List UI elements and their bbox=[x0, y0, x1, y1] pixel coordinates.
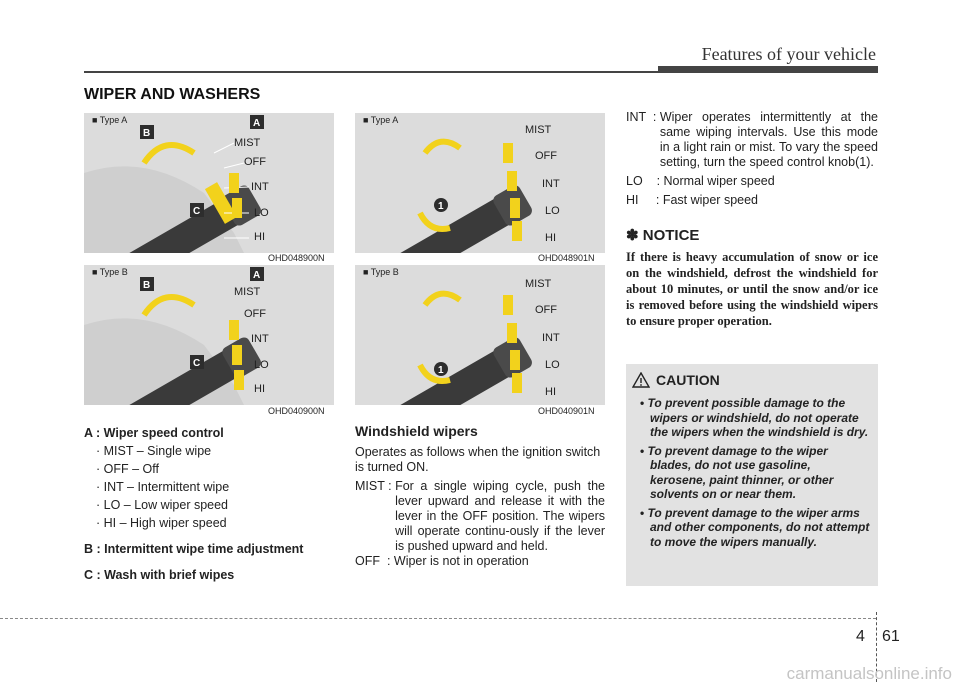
label-off: OFF bbox=[244, 156, 266, 168]
caution-list bbox=[634, 396, 870, 553]
figure-type-label: ■ Type A bbox=[92, 115, 128, 125]
legend-a-title: A : Wiper speed control bbox=[84, 426, 224, 440]
chapter-number: 4 bbox=[856, 628, 865, 645]
caution-item: • To prevent possible damage to the wipers or windshield, do not operate the wipers when the windshield is dry. bbox=[634, 396, 870, 440]
figure-type-label: ■ Type B bbox=[363, 267, 399, 277]
badge-1: 1 bbox=[438, 365, 444, 376]
wiper-modes-and-notice bbox=[626, 110, 878, 329]
label-mist: MIST bbox=[234, 137, 261, 149]
warning-triangle-icon bbox=[632, 372, 650, 388]
term-key: INT : bbox=[626, 110, 660, 124]
figure-windshield-type-b bbox=[355, 265, 605, 405]
legend-a-item: · INT – Intermittent wipe bbox=[96, 480, 230, 494]
label-mist: MIST bbox=[525, 124, 552, 136]
figure-code: OHD040901N bbox=[538, 406, 595, 416]
label-int: INT bbox=[542, 332, 560, 344]
term-value: Fast wiper speed bbox=[662, 193, 758, 207]
term-key: MIST : bbox=[355, 479, 396, 493]
badge-a: A bbox=[253, 270, 261, 281]
figure-wiper-type-a-controls bbox=[84, 113, 334, 253]
footer-rule bbox=[0, 618, 876, 619]
wiper-lever-illustration bbox=[355, 265, 605, 405]
caution-title: CAUTION bbox=[656, 372, 720, 388]
label-lo: LO bbox=[254, 207, 269, 219]
caution-header bbox=[632, 372, 720, 388]
windshield-intro: Operates as follows when the ignition switch is turned ON. bbox=[355, 445, 601, 474]
term-value: For a single wiping cycle, push the lever upward and release it with the lever in the OFF position. The wipers will operate continu-ously if the lever is pushed upward and held. bbox=[395, 479, 605, 553]
caution-item: • To prevent damage to the wiper blades, do not use gasoline, kerosene, paint thinner, or other solvents on or near them. bbox=[634, 444, 870, 502]
wiper-lever-illustration bbox=[355, 113, 605, 253]
label-int: INT bbox=[542, 178, 560, 190]
label-hi: HI bbox=[545, 386, 556, 398]
section-title: WIPER AND WASHERS bbox=[84, 86, 261, 103]
term-int bbox=[626, 110, 878, 170]
windshield-wipers-section bbox=[355, 424, 605, 569]
notice-title: ✽ NOTICE bbox=[626, 227, 700, 244]
watermark: carmanualsonline.info bbox=[786, 664, 952, 683]
caution-item: • To prevent damage to the wiper arms and other components, do not attempt to move the wipers manually. bbox=[634, 506, 870, 550]
label-off: OFF bbox=[535, 150, 557, 162]
figure-code: OHD048901N bbox=[538, 253, 595, 263]
figure-code: OHD040900N bbox=[268, 406, 325, 416]
label-lo: LO bbox=[545, 205, 560, 217]
term-mist bbox=[355, 479, 605, 554]
figure-wiper-type-b-controls bbox=[84, 265, 334, 405]
figure-code: OHD048900N bbox=[268, 253, 325, 263]
wiper-lever-illustration bbox=[84, 265, 334, 405]
figure-type-label: ■ Type B bbox=[92, 267, 128, 277]
page-header-title: Features of your vehicle bbox=[701, 44, 876, 64]
legend-a-item: · HI – High wiper speed bbox=[96, 516, 227, 530]
label-hi: HI bbox=[254, 383, 265, 395]
legend-a-item: · LO – Low wiper speed bbox=[96, 498, 229, 512]
windshield-title: Windshield wipers bbox=[355, 423, 478, 439]
header-rule-accent bbox=[658, 66, 878, 73]
caution-box bbox=[626, 364, 878, 586]
notice-body: If there is heavy accumulation of snow or ice on the windshield, defrost the windshield for about 10 minutes, or until the snow and/or ice is removed before using the windshield wipers to ensure proper operation. bbox=[626, 250, 878, 328]
label-int: INT bbox=[251, 333, 269, 345]
legend-a-item: · OFF – Off bbox=[96, 462, 159, 476]
badge-c: C bbox=[193, 206, 201, 217]
label-off: OFF bbox=[244, 308, 266, 320]
term-value: Wiper is not in operation bbox=[393, 554, 529, 568]
figure-windshield-type-a bbox=[355, 113, 605, 253]
label-hi: HI bbox=[545, 232, 556, 244]
term-value: Normal wiper speed bbox=[663, 174, 775, 188]
term-lo bbox=[626, 174, 878, 189]
badge-1: 1 bbox=[438, 201, 444, 212]
label-mist: MIST bbox=[234, 286, 261, 298]
label-hi: HI bbox=[254, 231, 265, 243]
term-key: HI : bbox=[626, 193, 663, 207]
label-lo: LO bbox=[254, 359, 269, 371]
badge-b: B bbox=[143, 128, 151, 139]
legend-c-title: C : Wash with brief wipes bbox=[84, 568, 235, 582]
badge-c: C bbox=[193, 358, 201, 369]
term-off bbox=[355, 554, 605, 569]
figure-type-label: ■ Type A bbox=[363, 115, 399, 125]
label-off: OFF bbox=[535, 304, 557, 316]
wiper-lever-illustration bbox=[84, 113, 334, 253]
badge-a: A bbox=[253, 118, 261, 129]
term-key: LO : bbox=[626, 174, 664, 188]
legend bbox=[84, 424, 334, 584]
badge-b: B bbox=[143, 280, 151, 291]
label-mist: MIST bbox=[525, 278, 552, 290]
legend-a-item: · MIST – Single wipe bbox=[96, 444, 212, 458]
term-key: OFF : bbox=[355, 554, 394, 568]
label-int: INT bbox=[251, 181, 269, 193]
page-number: 61 bbox=[882, 628, 900, 645]
label-lo: LO bbox=[545, 359, 560, 371]
term-hi bbox=[626, 193, 878, 208]
term-value: Wiper operates intermittently at the same wiping intervals. Use this mode in a light rain or mist. To vary the speed setting, turn the speed control knob(1). bbox=[659, 110, 878, 169]
legend-b-title: B : Intermittent wipe time adjustment bbox=[84, 542, 304, 556]
